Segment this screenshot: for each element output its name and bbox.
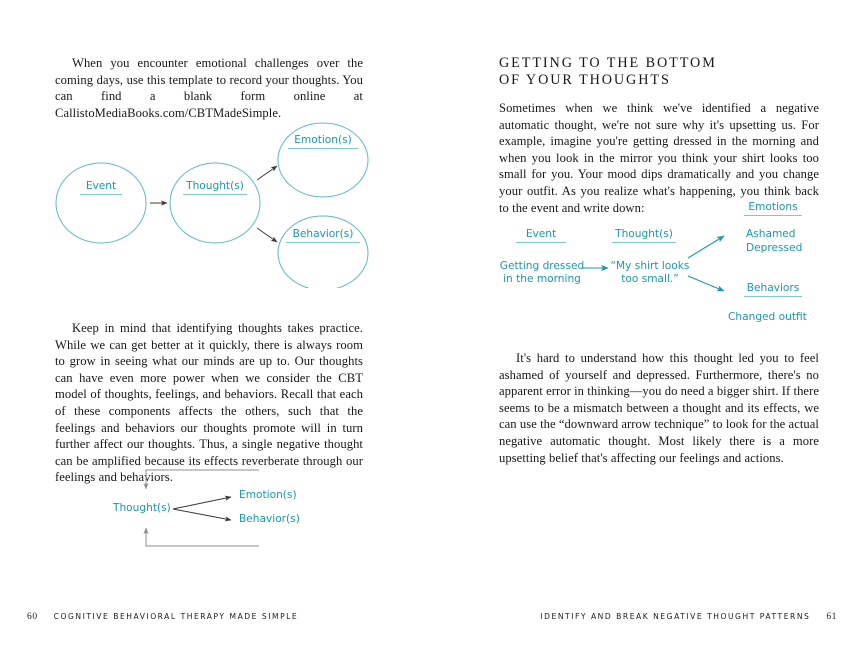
node-circle-behaviors — [278, 216, 368, 288]
left-column — [55, 55, 363, 121]
node-circle-event — [56, 163, 146, 243]
diagram-loop-label-behaviors: Behavior(s) — [239, 513, 300, 525]
example-value-emotion-1: Ashamed — [746, 228, 796, 240]
diagram-template-label-thoughts: Thought(s) — [183, 180, 247, 195]
example-header-event: Event — [516, 228, 566, 243]
example-value-event-line-1: Getting dressed — [499, 260, 585, 272]
diagram-template-label-emotions: Emotion(s) — [288, 134, 358, 149]
node-circle-thoughts — [170, 163, 260, 243]
running-head-right: IDENTIFY AND BREAK NEGATIVE THOUGHT PATTERNS — [540, 612, 811, 621]
example-header-thoughts: Thought(s) — [612, 228, 676, 243]
diagram-cbt-feedback-loop — [113, 462, 313, 554]
edge-thoughts-to-behaviors — [257, 228, 277, 242]
example-edge-thought-to-emotions — [688, 236, 724, 258]
example-value-event-line-2: in the morning — [503, 273, 581, 285]
right-column — [499, 55, 819, 216]
diagram-loop-label-emotions: Emotion(s) — [239, 489, 297, 501]
page-folio-right: 61 — [826, 612, 837, 622]
footer-right — [540, 612, 837, 622]
section-heading-line-1: GETTING TO THE BOTTOM — [499, 55, 717, 71]
example-value-thought-line-1: “My shirt looks — [610, 260, 690, 272]
example-header-behaviors: Behaviors — [744, 282, 802, 297]
example-header-emotions: Emotions — [744, 201, 802, 216]
diagram-template-label-behaviors: Behavior(s) — [286, 228, 360, 243]
loop-edge-thoughts-to-emotions — [173, 497, 231, 509]
footer-left — [27, 612, 298, 622]
loop-path-emotions-to-thoughts — [146, 470, 259, 489]
right-paragraph-1: Sometimes when we think we've identified a negative automatic thought, we're not sure why it's upsetting us. For example, imagine you're getting dressed in the morning and when you look in the mirror you think your shirt looks too small for you. Your mood dips dramatically and you change your outfit. As you realize what's happening, you think back to the event and write down: — [499, 101, 819, 215]
right-paragraph-2: It's hard to understand how this thought led you to feel ashamed of yourself and depressed. Furthermore, there's no apparent error in thinking—you do need a bigger shirt. If there seems to be a mismatch between a thought and its effects, we can use the “downward arrow technique” to look for the actual negative automatic thought. Most likely there is a more upsetting belief that's affecting our feelings and actions. — [499, 351, 819, 465]
loop-edge-thoughts-to-behaviors — [173, 509, 231, 520]
diagram-cbt-template — [55, 118, 375, 288]
left-paragraph-2: Keep in mind that identifying thoughts takes practice. While we can get better at it quickly, there is always room to grow in seeing what our minds are up to. Our thoughts can have even more power when we consider the CBT model of thoughts, feelings, and behaviors. Recall that each of these components affects the others, such that the feelings and behaviors our thoughts promote will in turn further affect our thoughts. Thus, a single negative thought can be amplified because its effects reverberate through our feelings and behaviors. — [55, 321, 363, 485]
example-value-emotion-2: Depressed — [746, 242, 803, 254]
section-heading-line-2: OF YOUR THOUGHTS — [499, 71, 671, 88]
right-paragraph-2-wrap — [499, 350, 819, 466]
edge-thoughts-to-emotions — [257, 166, 277, 180]
section-heading — [499, 55, 819, 88]
left-paragraph-1: When you encounter emotional challenges over the coming days, use this template to record your thoughts. You can find a blank form online at CallistoMediaBooks.com/CBTMadeSimple. — [55, 56, 363, 120]
running-head-left: COGNITIVE BEHAVIORAL THERAPY MADE SIMPLE — [53, 612, 299, 621]
page-folio-left: 60 — [27, 612, 38, 622]
diagram-template-label-event: Event — [80, 180, 122, 195]
example-value-behavior-1: Changed outfit — [728, 311, 807, 323]
loop-path-behaviors-to-thoughts — [146, 528, 259, 546]
diagram-loop-label-thoughts: Thought(s) — [113, 502, 171, 514]
diagram-thought-record-example — [496, 196, 826, 328]
example-value-thought-line-2: too small.” — [621, 273, 679, 285]
